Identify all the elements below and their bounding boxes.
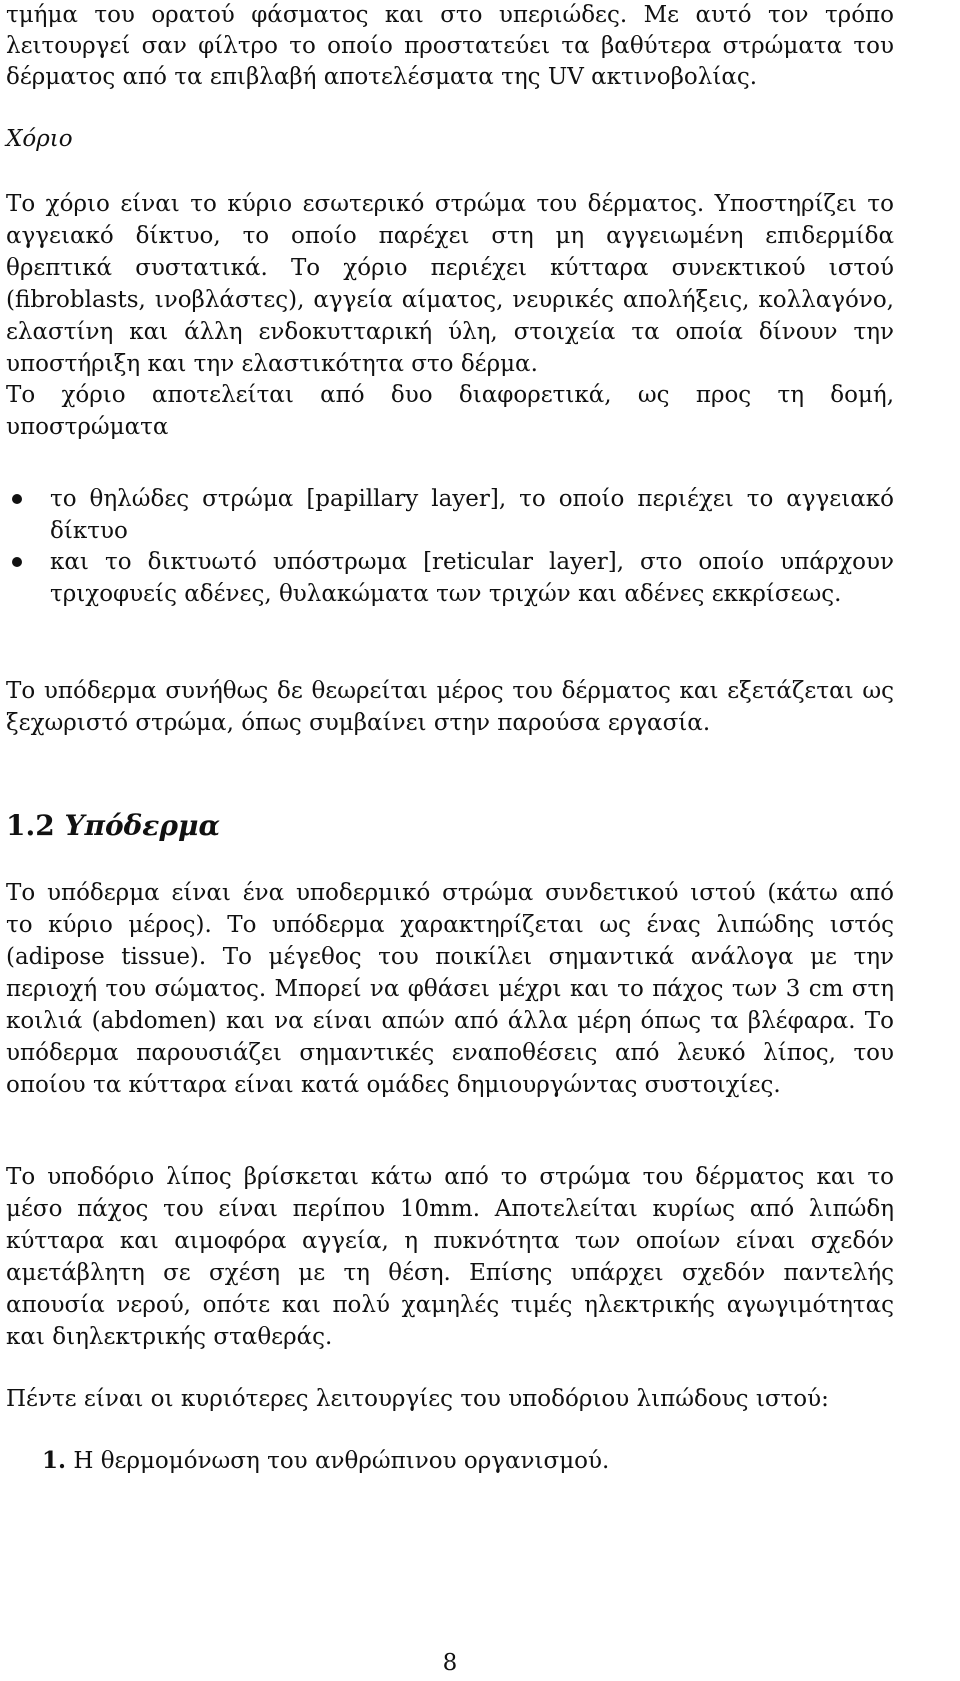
section-number: 1.2 bbox=[6, 809, 55, 842]
bullet-line: τριχοφυείς αδένες, θυλακώματα των τριχών και αδένες εκκρίσεως. bbox=[50, 581, 842, 607]
text-line: αγγειακό δίκτυο, το οποίο παρέχει στη μη αγγειωμένη επιδερμίδα bbox=[6, 223, 894, 249]
bullet-line: δίκτυο bbox=[50, 518, 128, 544]
text-line: Το υπόδερμα είναι ένα υποδερμικό στρώμα συνδετικού ιστού (κάτω από bbox=[6, 880, 894, 906]
list-item-number: 1. bbox=[42, 1447, 67, 1474]
bullet-line: και το δικτυωτό υπόστρωμα [reticular layer], στο οποίο υπάρχουν bbox=[50, 549, 894, 575]
text-line: υπόδερμα παρουσιάζει σημαντικές εναποθέσεις από λευκό λίπος, του bbox=[6, 1040, 894, 1066]
text-line: και διηλεκτρικής σταθεράς. bbox=[6, 1324, 333, 1350]
list-item-text: Η θερμομόνωση του ανθρώπινου οργανισμού. bbox=[73, 1448, 610, 1474]
text-line: υποστήριξη και την ελαστικότητα στο δέρμα. bbox=[6, 351, 538, 377]
page-number: 8 bbox=[442, 1650, 458, 1676]
text-line: οποίου τα κύτταρα είναι κατά ομάδες δημιουργώντας συστοιχίες. bbox=[6, 1072, 781, 1098]
text-line: Το χόριο είναι το κύριο εσωτερικό στρώμα του δέρματος. Υποστηρίζει το bbox=[6, 191, 894, 217]
bullet-dot-icon bbox=[12, 557, 22, 567]
text-line: (fibroblasts, ινοβλάστες), αγγεία αίματος, νευρικές απολήξεις, κολλαγόνο, bbox=[6, 287, 894, 313]
text-line: κοιλιά (abdomen) και να είναι απών από άλλα μέρη όπως τα βλέφαρα. Το bbox=[6, 1008, 894, 1034]
text-line: δέρματος από τα επιβλαβή αποτελέσματα της UV ακτινοβολίας. bbox=[6, 64, 758, 90]
text-line: κύτταρα και αιμοφόρα αγγεία, η πυκνότητα των οποίων είναι σχεδόν bbox=[6, 1228, 894, 1254]
numbered-list-item bbox=[42, 1446, 894, 1476]
text-line: Το χόριο αποτελείται από δυο διαφορετικά, ως προς τη δομή, bbox=[6, 382, 894, 408]
text-line: (adipose tissue). Το μέγεθος του ποικίλει σημαντικά ανάλογα με την bbox=[6, 944, 894, 970]
text-line: Το υποδόριο λίπος βρίσκεται κάτω από το στρώμα του δέρματος και το bbox=[6, 1164, 894, 1190]
text-line: περιοχή του σώματος. Μπορεί να φθάσει μέχρι και το πάχος των 3 cm στη bbox=[6, 976, 894, 1002]
text-line: αμετάβλητη σε σχέση με τη θέση. Επίσης υπάρχει σχεδόν παντελής bbox=[6, 1260, 894, 1286]
text-line: λειτουργεί σαν φίλτρο το οποίο προστατεύει τα βαθύτερα στρώματα του bbox=[6, 33, 894, 59]
text-line: ελαστίνη και άλλη ενδοκυτταρική ύλη, στοιχεία τα οποία δίνουν την bbox=[6, 319, 894, 345]
text-line: θρεπτικά συστατικά. Το χόριο περιέχει κύτταρα συνεκτικού ιστού bbox=[6, 255, 894, 281]
text-line: Πέντε είναι οι κυριότερες λειτουργίες του υποδόριου λιπώδους ιστού: bbox=[6, 1386, 829, 1412]
bullet-dot-icon bbox=[12, 494, 22, 504]
text-line: υποστρώματα bbox=[6, 414, 169, 440]
subheading-chorio: Χόριο bbox=[6, 126, 73, 152]
text-line: απουσία νερού, οπότε και πολύ χαμηλές τιμές ηλεκτρικής αγωγιμότητας bbox=[6, 1292, 894, 1318]
text-line: μέσο πάχος του είναι περίπου 10mm. Αποτελείται κυρίως από λιπώδη bbox=[6, 1196, 894, 1222]
section-title: Υπόδερμα bbox=[64, 809, 220, 842]
section-heading bbox=[6, 808, 220, 844]
text-line: το κύριο μέρος). Το υπόδερμα χαρακτηρίζεται ως ένας λιπώδης ιστός bbox=[6, 912, 894, 938]
text-line: ξεχωριστό στρώμα, όπως συμβαίνει στην παρούσα εργασία. bbox=[6, 710, 711, 736]
text-line: Το υπόδερμα συνήθως δε θεωρείται μέρος του δέρματος και εξετάζεται ως bbox=[6, 678, 894, 704]
bullet-line: το θηλώδες στρώμα [papillary layer], το οποίο περιέχει το αγγειακό bbox=[50, 486, 894, 512]
text-line: τμήμα του ορατού φάσματος και στο υπεριώδες. Με αυτό τον τρόπο bbox=[6, 2, 894, 28]
